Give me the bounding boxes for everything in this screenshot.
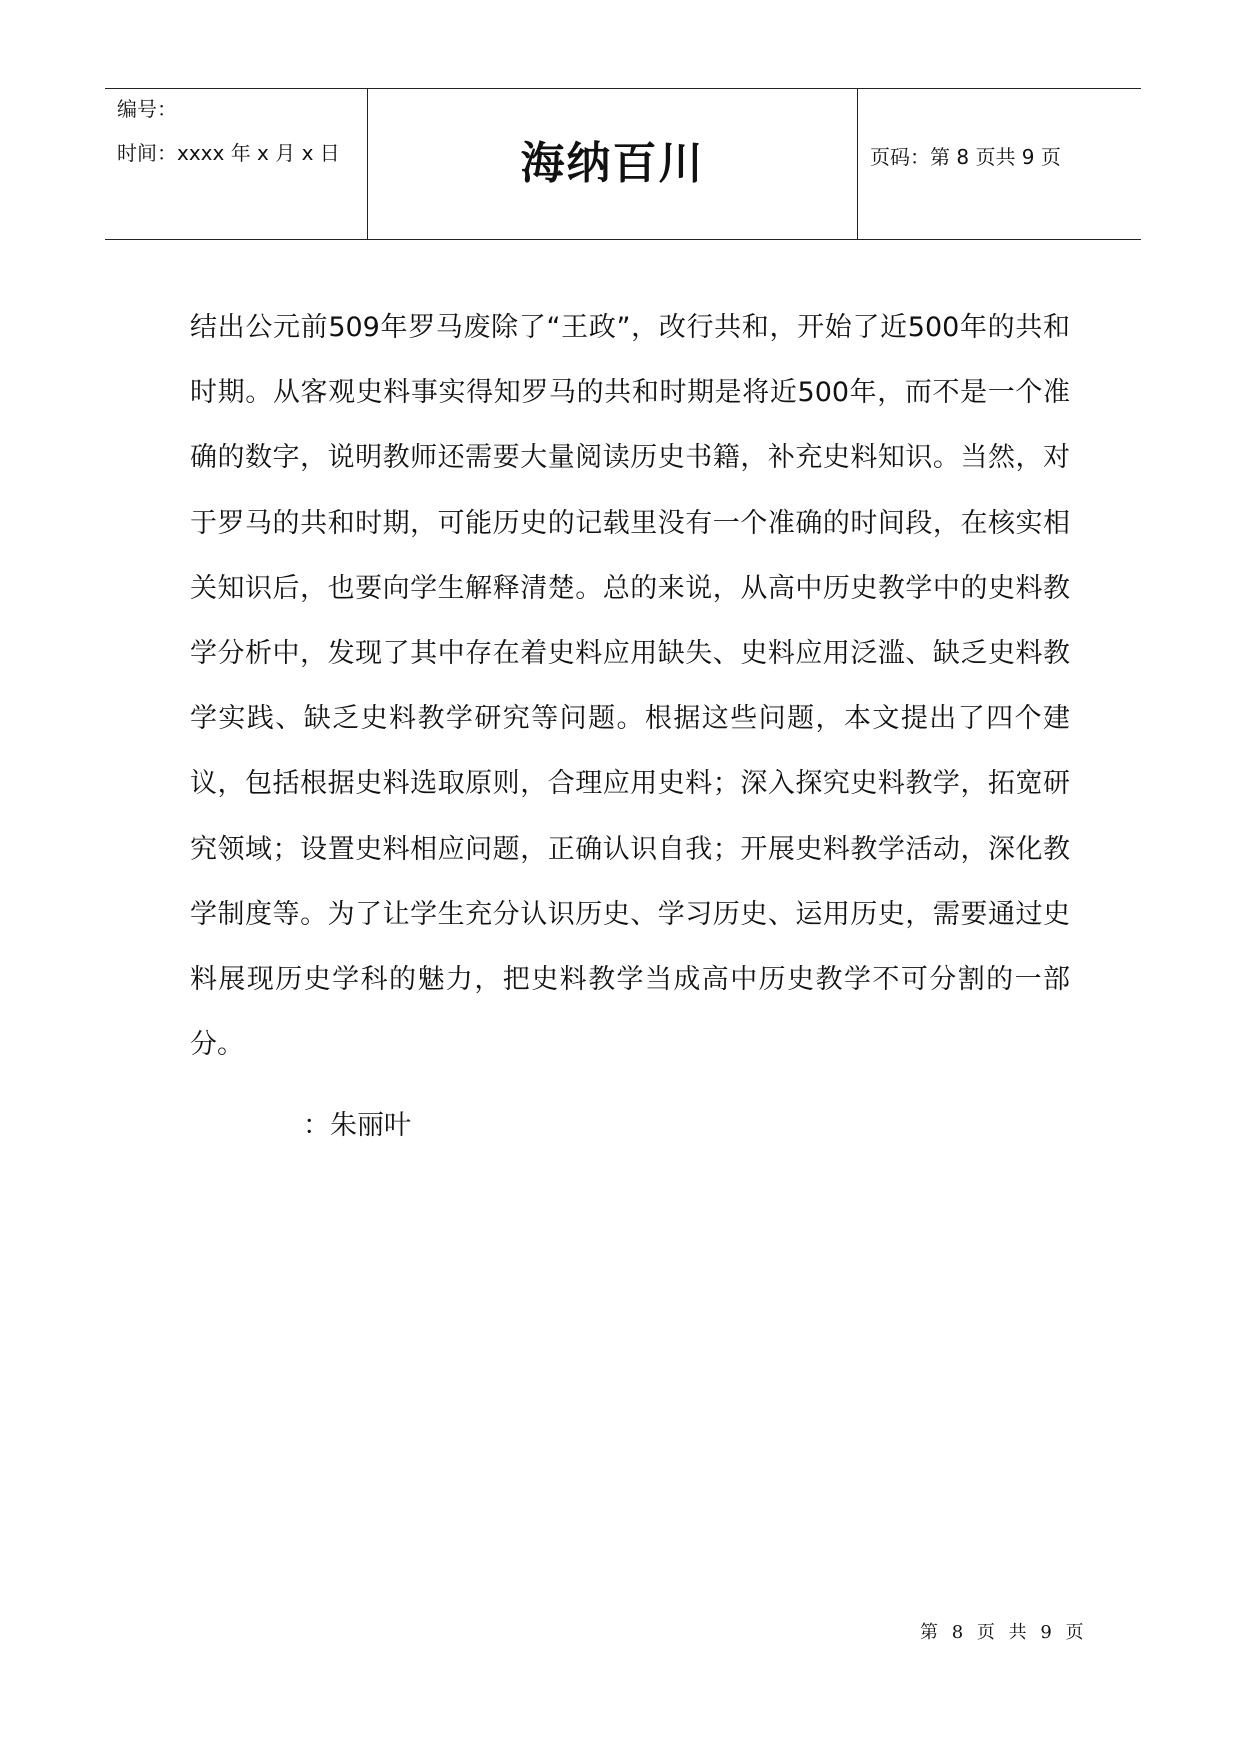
header-left-cell <box>105 89 368 239</box>
document-header <box>105 88 1141 240</box>
header-page-number: 页码：第 8 页共 9 页 <box>870 145 1061 169</box>
header-title: 海纳百川 <box>520 138 705 189</box>
footer-page-number: 第 8 页 共 9 页 <box>920 1622 1088 1643</box>
header-right-cell <box>858 89 1141 239</box>
header-title-cell <box>368 89 858 239</box>
serial-number-label: 编号： <box>117 97 177 121</box>
author-signature: ：朱丽叶 <box>303 1110 411 1141</box>
body-paragraph: 结出公元前509年罗马废除了“王政”，改行共和，开始了近500年的共和时期。从客观史料事实得知罗马的共和时期是将近500年，而不是一个准确的数字，说明教师还需要大量阅读历史书籍，补充史料知识。当然，对于罗马的共和时期，可能历史的记载里没有一个准确的时间段，在核实相关知识后，也要向学生解释清楚。总的来说，从高中历史教学中的史料教学分析中，发现了其中存在着史料应用缺失、史料应用泛滥、缺乏史料教学实践、缺乏史料教学研究等问题。根据这些问题，本文提出了四个建议，包括根据史料选取原则，合理应用史料；深入探究史料教学，拓宽研究领域；设置史料相应问题，正确认识自我；开展史料教学活动，深化教学制度等。为了让学生充分认识历史、学习历史、运用历史，需要通过史料展现历史学科的魅力，把史料教学当成高中历史教学不可分割的一部分。 <box>190 312 1070 1061</box>
date-label: 时间：xxxx 年 x 月 x 日 <box>117 141 340 165</box>
